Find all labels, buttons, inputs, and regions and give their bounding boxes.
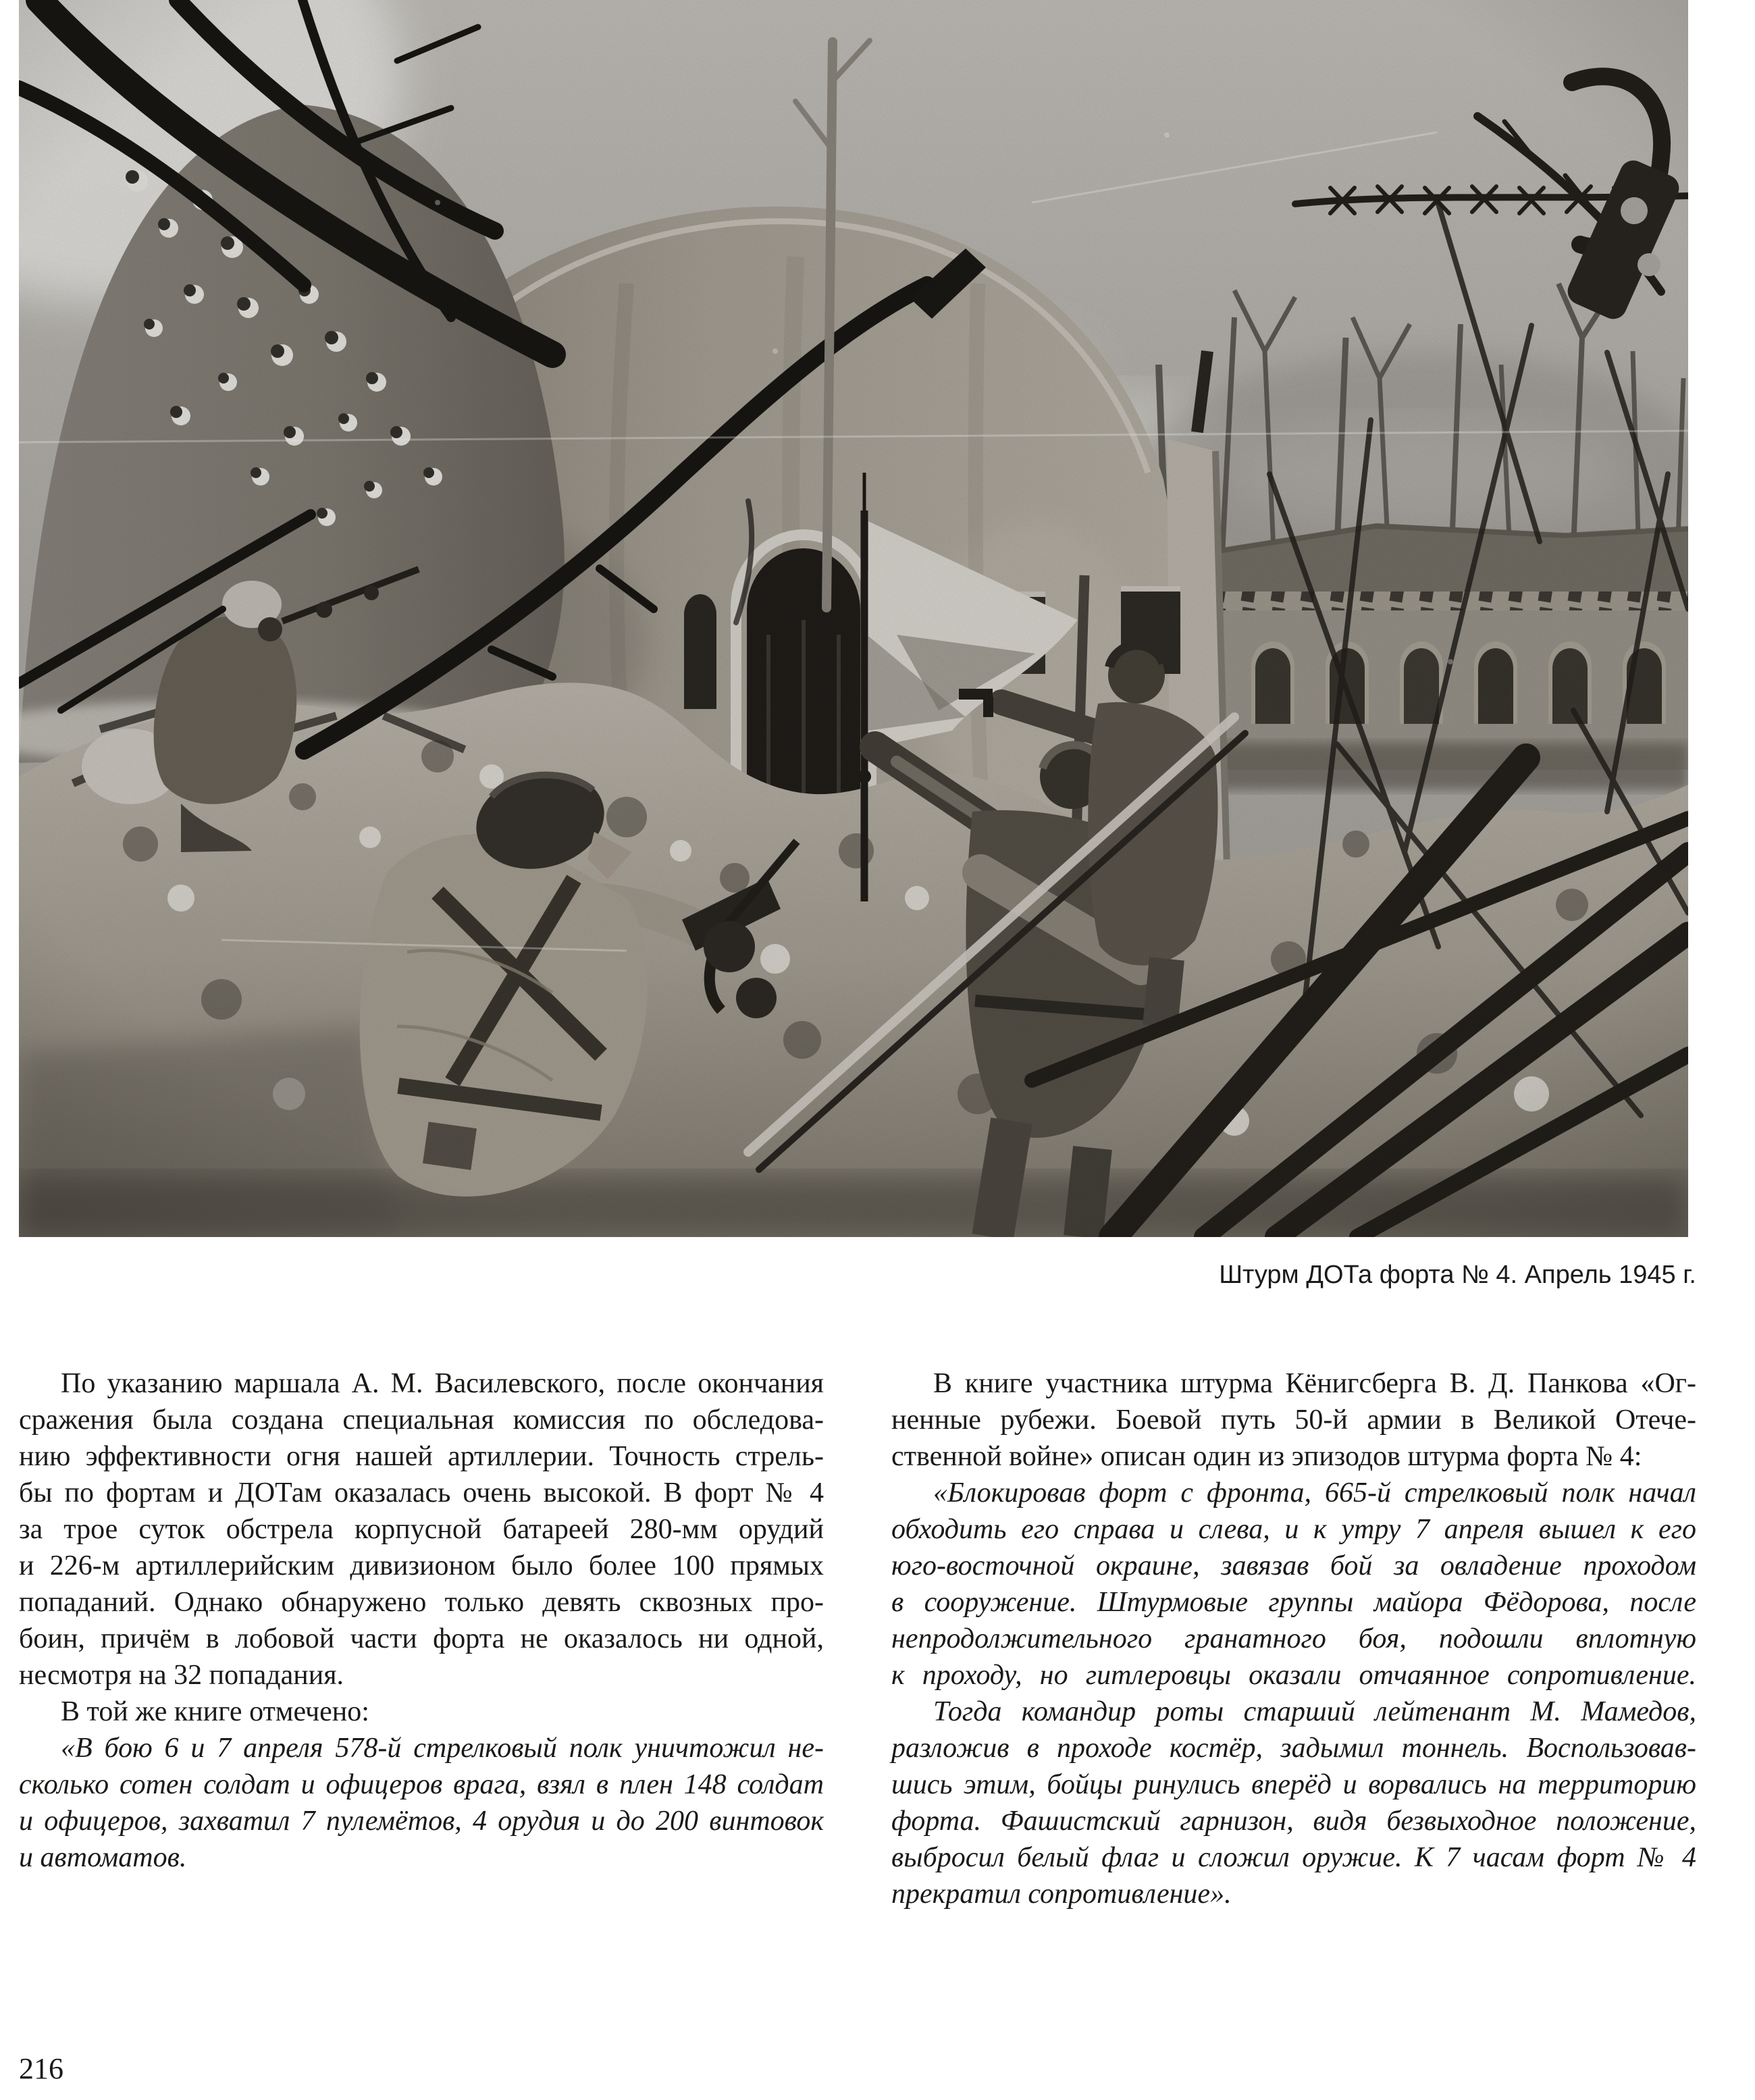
text-line: «Блокировав форт с фронта, 665-й стрелковый полк начал <box>933 1477 1696 1508</box>
text-line: ственной войне» описан один из эпизодов штурма форта № 4: <box>891 1441 1642 1472</box>
text-line: ненные рубежи. Боевой путь 50-й армии в Великой Отече- <box>891 1405 1696 1436</box>
text-line: сражения была создана специальная комиссия по обследова- <box>19 1405 824 1436</box>
text-line: и 226-м артиллерийским дивизионом было более 100 прямых <box>19 1550 824 1581</box>
text-line: шись этим, бойцы ринулись вперёд и ворвались на территорию <box>891 1769 1696 1800</box>
text-line: юго-восточной окраине, завязав бой за овладение проходом <box>891 1550 1696 1581</box>
fort-assault-photo-illustration <box>19 0 1688 1237</box>
text-line: форта. Фашистский гарнизон, видя безвыходное положение, <box>891 1806 1696 1837</box>
text-line: Тогда командир роты старший лейтенант М. Мамедов, <box>933 1696 1696 1727</box>
text-line: боин, причём в лобовой части форта не оказалось ни одной, <box>19 1623 824 1654</box>
article-column-right <box>891 1365 1696 1912</box>
text-line: к проходу, но гитлеровцы оказали отчаянное сопротивление. <box>891 1660 1696 1691</box>
text-line: выбросил белый флаг и сложил оружие. К 7 часам форт № 4 <box>891 1842 1696 1873</box>
text-line: разложив в проходе костёр, задымил тоннель. Воспользовав- <box>891 1733 1696 1764</box>
text-line: В той же книге отмечено: <box>61 1696 369 1727</box>
text-line: обходить его справа и слева, и к утру 7 апреля вышел к его <box>891 1514 1696 1545</box>
text-line: бы по фортам и ДОТам оказалась очень высокой. В форт № 4 <box>19 1477 824 1508</box>
article-column-left <box>19 1365 824 1912</box>
text-line: По указанию маршала А. М. Василевского, после окончания <box>61 1368 824 1399</box>
fort-assault-photo <box>19 0 1688 1237</box>
text-line: и автоматов. <box>19 1842 187 1873</box>
text-line: «В бою 6 и 7 апреля 578-й стрелковый полк уничтожил не- <box>61 1733 824 1764</box>
page-number: 216 <box>19 2052 63 2085</box>
text-line: прекратил сопротивление». <box>891 1879 1232 1910</box>
text-line: попаданий. Однако обнаружено только девять сквозных про- <box>19 1587 824 1618</box>
text-line: В книге участника штурма Кёнигсберга В. Д. Панкова «Ог- <box>933 1368 1696 1399</box>
article-columns <box>19 1365 1696 1912</box>
text-line: нию эффективности огня нашей артиллерии. Точность стрель- <box>19 1441 824 1472</box>
text-line: и офицеров, захватил 7 пулемётов, 4 орудия и до 200 винтовок <box>19 1806 824 1837</box>
text-line: в сооружение. Штурмовые группы майора Фёдорова, после <box>891 1587 1696 1618</box>
photo-vignette <box>19 0 1688 1237</box>
photo-caption: Штурм ДОТа форта № 4. Апрель 1945 г. <box>1219 1261 1696 1289</box>
text-line: за трое суток обстрела корпусной батареей 280-мм орудий <box>19 1514 824 1545</box>
text-line: несмотря на 32 попадания. <box>19 1660 344 1691</box>
text-line: сколько сотен солдат и офицеров врага, взял в плен 148 солдат <box>19 1769 824 1800</box>
text-line: непродолжительного гранатного боя, подошли вплотную <box>891 1623 1696 1654</box>
